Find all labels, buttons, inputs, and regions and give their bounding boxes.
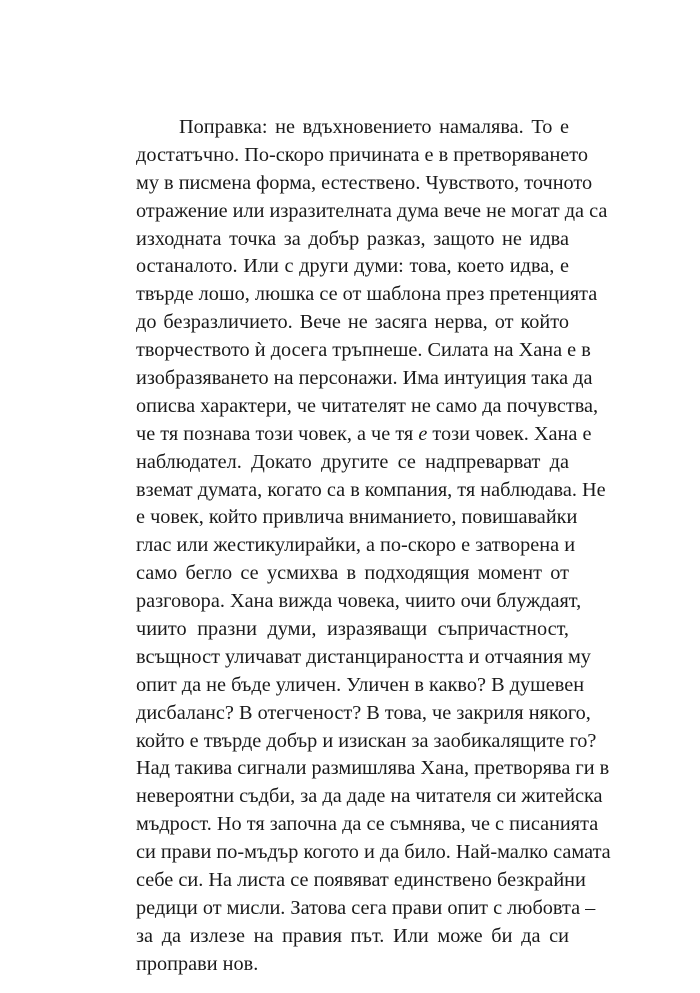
text-line: глас или жестикулирайки, а по-скоро е затворена и xyxy=(136,534,576,557)
text-line: Над такива сигнали размишлява Хана, претворява ги в xyxy=(136,757,610,780)
text-line: Поправка: не вдъхновението намалява. То е xyxy=(179,116,569,138)
text-line: изобразяването на персонажи. Има интуиция така да xyxy=(136,367,593,390)
text-line: творчеството ѝ досега тръпнеше. Силата на Хана е в xyxy=(136,339,591,362)
body-paragraph xyxy=(136,114,611,979)
text-line: проправи нов. xyxy=(136,952,259,975)
text-line: разговора. Хана вижда човека, чиито очи блуждаят, xyxy=(136,590,582,613)
text-line: останалото. Или с други думи: това, което идва, е xyxy=(136,255,569,278)
text-line: само бегло се усмихва в подходящия момент от xyxy=(136,562,569,585)
text-line: твърде лошо, люшка се от шаблона през претенцията xyxy=(136,283,598,306)
text-line: е човек, който привлича вниманието, повишавайки xyxy=(136,506,578,529)
text-line: чиито празни думи, изразяващи съпричастност, xyxy=(136,618,569,641)
text-line: редици от мисли. Затова сега прави опит с любовта – xyxy=(136,896,596,919)
text-line: достатъчно. По-скоро причината е в претворяването xyxy=(136,143,589,166)
text-line: мъдрост. Но тя започна да се съмнява, че с писанията xyxy=(136,813,599,836)
text-line: отражение или изразителната дума вече не могат да са xyxy=(136,199,608,222)
text-line: му в писмена форма, естествено. Чувството, точното xyxy=(136,171,593,194)
text-line: опит да не бъде уличен. Уличен в какво? В душевен xyxy=(136,673,585,696)
text-line: вземат думата, когато са в компания, тя наблюдава. Не xyxy=(136,478,606,501)
text-line: описва характери, че читателят не само да почувства, xyxy=(136,394,599,417)
text-line: дисбаланс? В отегченост? В това, че закриля някого, xyxy=(136,701,591,724)
text-line: за да излезе на правия път. Или може би да си xyxy=(136,924,569,947)
text-line: наблюдател. Докато другите се надпреварват да xyxy=(136,450,569,473)
text-line: че тя познава този човек, а че тя е този човек. Хана е xyxy=(136,422,592,445)
text-line: изходната точка за добър разказ, защото не идва xyxy=(136,227,569,250)
text-line: си прави по-мъдър когото и да било. Най-малко самата xyxy=(136,841,611,864)
text-line: който е твърде добър и изискан за заобикалящите го? xyxy=(136,729,597,752)
text-line: всъщност уличават дистанцираността и отчаяния му xyxy=(136,645,591,668)
text-line: себе си. На листа се появяват единствено безкрайни xyxy=(136,869,586,892)
text-line: до безразличието. Вече не засяга нерва, от който xyxy=(136,311,569,334)
text-line: невероятни съдби, за да даде на читателя си житейска xyxy=(136,785,603,808)
